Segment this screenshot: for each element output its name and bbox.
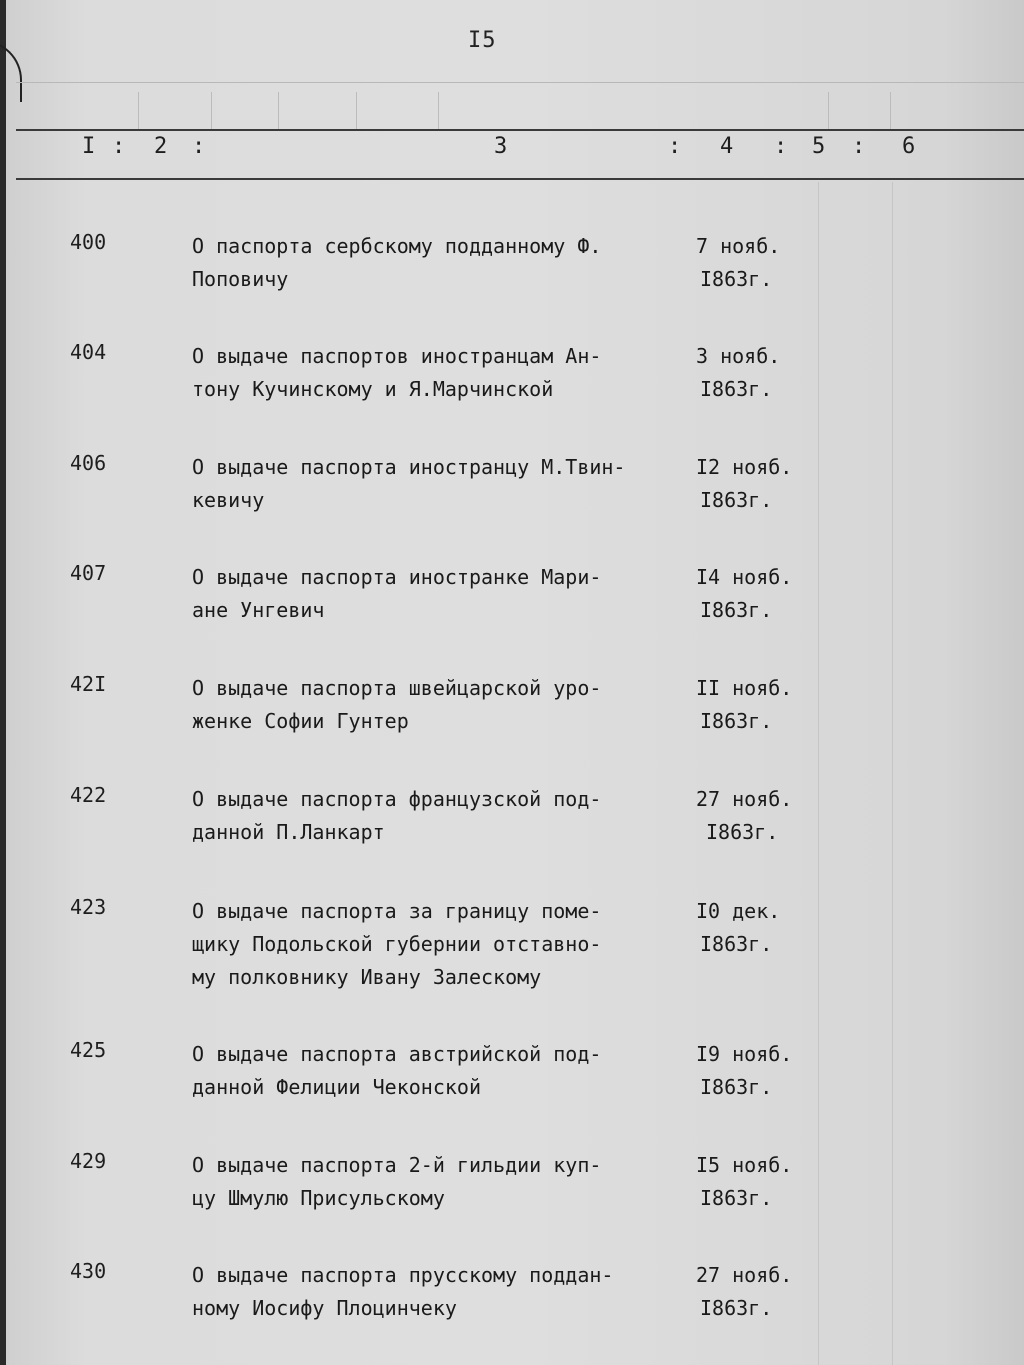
description-line: О выдаче паспорта швейцарской уро- xyxy=(192,676,602,700)
case-number: 42I xyxy=(70,672,107,696)
case-date xyxy=(696,672,792,738)
case-number: 430 xyxy=(70,1259,107,1283)
date-year: I863г. xyxy=(706,820,779,844)
description-line: ане Унгевич xyxy=(192,598,325,622)
table-row xyxy=(6,1259,1024,1359)
date-day: I2 нояб. xyxy=(696,455,793,479)
table-row xyxy=(6,1149,1024,1249)
column-number-1: I xyxy=(82,134,96,159)
date-year: I863г. xyxy=(700,1075,773,1099)
case-description xyxy=(192,783,672,849)
date-year: I863г. xyxy=(700,598,773,622)
description-line: О паспорта сербскому подданному Ф. xyxy=(192,234,602,258)
case-number: 429 xyxy=(70,1149,107,1173)
column-separator: : xyxy=(192,134,206,159)
date-day: I4 нояб. xyxy=(696,565,793,589)
table-row xyxy=(6,451,1024,551)
description-line: О выдаче паспорта австрийской под- xyxy=(192,1042,602,1066)
description-line: кевичу xyxy=(192,488,265,512)
case-date xyxy=(696,895,780,961)
table-row xyxy=(6,561,1024,661)
bleed-through-line xyxy=(211,92,212,130)
column-separator: : xyxy=(852,134,866,159)
description-line: тону Кучинскому и Я.Марчинской xyxy=(192,377,554,401)
case-number: 422 xyxy=(70,783,107,807)
table-row xyxy=(6,783,1024,883)
case-date xyxy=(696,1149,792,1215)
case-description xyxy=(192,340,672,406)
description-line: женке Софии Гунтер xyxy=(192,709,409,733)
column-number-2: 2 xyxy=(154,134,168,159)
description-line: цу Шмулю Присульскому xyxy=(192,1186,445,1210)
description-line: О выдаче паспорта иностранке Мари- xyxy=(192,565,602,589)
description-line: щику Подольской губернии отставно- xyxy=(192,932,602,956)
date-day: I0 дек. xyxy=(696,899,781,923)
date-year: I863г. xyxy=(700,267,773,291)
date-day: I5 нояб. xyxy=(696,1153,793,1177)
case-description xyxy=(192,451,672,517)
bleed-through-header xyxy=(16,82,1024,130)
date-year: I863г. xyxy=(700,1296,773,1320)
column-separator: : xyxy=(112,134,126,159)
description-line: О выдаче паспорта французской под- xyxy=(192,787,602,811)
column-number-5: 5 xyxy=(812,134,826,159)
case-number: 407 xyxy=(70,561,107,585)
case-description xyxy=(192,1149,672,1215)
case-date xyxy=(696,1259,792,1325)
case-date xyxy=(696,340,780,406)
case-number: 406 xyxy=(70,451,107,475)
description-line: данной Фелиции Чеконской xyxy=(192,1075,481,1099)
bleed-through-line xyxy=(356,92,357,130)
case-description xyxy=(192,561,672,627)
case-date xyxy=(696,561,792,627)
case-date xyxy=(696,451,792,517)
column-separator: : xyxy=(774,134,788,159)
description-line: Поповичу xyxy=(192,267,289,291)
case-description xyxy=(192,895,672,994)
description-line: данной П.Ланкарт xyxy=(192,820,385,844)
table-row xyxy=(6,340,1024,440)
date-day: 27 нояб. xyxy=(696,1263,793,1287)
case-description xyxy=(192,672,672,738)
date-day: II нояб. xyxy=(696,676,793,700)
description-line: О выдаче паспортов иностранцам Ан- xyxy=(192,344,602,368)
header-rule-top xyxy=(16,129,1024,131)
case-date xyxy=(696,783,792,849)
description-line: О выдаче паспорта 2-й гильдии куп- xyxy=(192,1153,602,1177)
table-row xyxy=(6,895,1024,995)
date-day: I9 нояб. xyxy=(696,1042,793,1066)
description-line: О выдаче паспорта прусскому поддан- xyxy=(192,1263,614,1287)
case-number: 425 xyxy=(70,1038,107,1062)
table-row xyxy=(6,672,1024,772)
case-description xyxy=(192,230,672,296)
table-row xyxy=(6,1038,1024,1138)
header-rule-bottom xyxy=(16,178,1024,180)
description-line: му полковнику Ивану Залескому xyxy=(192,965,542,989)
case-date xyxy=(696,1038,792,1104)
date-year: I863г. xyxy=(700,377,773,401)
table-row xyxy=(6,230,1024,330)
case-number: 423 xyxy=(70,895,107,919)
bleed-through-line xyxy=(438,92,439,130)
bleed-through-line xyxy=(828,92,829,130)
case-number: 404 xyxy=(70,340,107,364)
description-line: О выдаче паспорта иностранцу М.Твин- xyxy=(192,455,626,479)
description-line: ному Иосифу Плоцинчеку xyxy=(192,1296,457,1320)
date-day: 3 нояб. xyxy=(696,344,781,368)
case-number: 400 xyxy=(70,230,107,254)
column-number-4: 4 xyxy=(720,134,734,159)
page-number: I5 xyxy=(468,28,497,53)
date-day: 27 нояб. xyxy=(696,787,793,811)
date-year: I863г. xyxy=(700,1186,773,1210)
date-year: I863г. xyxy=(700,709,773,733)
bleed-through-line xyxy=(138,92,139,130)
date-year: I863г. xyxy=(700,488,773,512)
description-line: О выдаче паспорта за границу поме- xyxy=(192,899,602,923)
document-page xyxy=(6,0,1024,1365)
column-separator: : xyxy=(668,134,682,159)
bleed-through-line xyxy=(278,92,279,130)
column-number-6: 6 xyxy=(902,134,916,159)
case-description xyxy=(192,1259,672,1325)
bleed-through-line xyxy=(890,92,891,130)
date-year: I863г. xyxy=(700,932,773,956)
case-date xyxy=(696,230,780,296)
date-day: 7 нояб. xyxy=(696,234,781,258)
case-description xyxy=(192,1038,672,1104)
column-number-3: 3 xyxy=(494,134,508,159)
